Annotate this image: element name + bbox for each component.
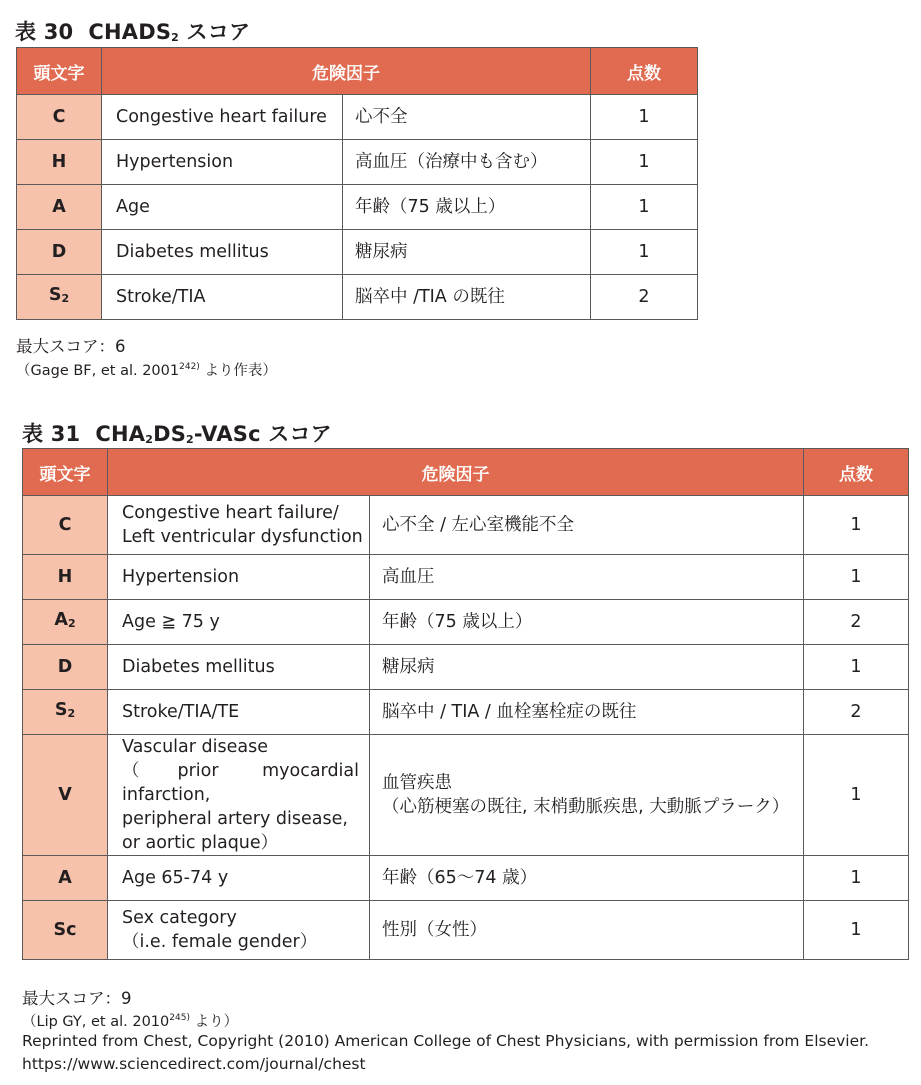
- points-cell: 1: [591, 95, 698, 140]
- header-points: 点数: [804, 449, 909, 496]
- abbr-cell: [23, 645, 108, 690]
- table30-title-number: 表 30: [15, 20, 74, 44]
- factor-en-cell: [108, 901, 370, 960]
- factor-ja-cell: [370, 496, 804, 555]
- factor-en-line: Hypertension: [122, 567, 240, 587]
- table30-body: [17, 95, 698, 320]
- points-cell: 2: [804, 690, 909, 735]
- table30-source-ref: 242): [179, 362, 200, 372]
- table-row: [23, 645, 909, 690]
- factor-en-cell: Diabetes mellitus: [102, 230, 343, 275]
- abbr-letter: D: [57, 657, 73, 677]
- abbr-letter: A: [58, 868, 72, 888]
- table-row: [17, 140, 698, 185]
- factor-en-line: （i.e. female gender）: [122, 932, 318, 952]
- points-cell: 1: [591, 185, 698, 230]
- factor-ja-cell: 糖尿病: [343, 230, 591, 275]
- table-row: [23, 690, 909, 735]
- abbr-cell: [23, 856, 108, 901]
- factor-en-cell: [108, 735, 370, 856]
- table-row: [23, 735, 909, 856]
- factor-ja-line: 脳卒中 / TIA / 血栓塞栓症の既往: [382, 702, 637, 722]
- abbr-letter: H: [51, 152, 67, 172]
- table31-title-sub2: 2: [186, 433, 194, 446]
- abbr-cell: [23, 555, 108, 600]
- table31-title-rest: -VASc スコア: [193, 422, 332, 446]
- abbr-letter: Sc: [53, 920, 77, 940]
- table31-source-text: （Lip GY, et al. 2010: [22, 1014, 170, 1030]
- factor-en-cell: Hypertension: [102, 140, 343, 185]
- factor-en-line: Congestive heart failure/: [122, 503, 339, 523]
- factor-en-line: Age ≧ 75 y: [122, 612, 220, 632]
- table31-title-number: 表 31: [22, 422, 81, 446]
- table31-source-suffix: より）: [194, 1014, 239, 1030]
- abbr-cell: [17, 95, 102, 140]
- factor-en-line: Age 65-74 y: [122, 868, 229, 888]
- factor-en-line: （prior myocardial infarction,: [122, 761, 359, 805]
- table-row: [23, 600, 909, 645]
- points-cell: 1: [591, 230, 698, 275]
- table-row: [23, 496, 909, 555]
- factor-en-line: Vascular disease: [122, 737, 268, 757]
- abbr-cell: [17, 275, 102, 320]
- points-cell: 1: [591, 140, 698, 185]
- table31: [22, 448, 909, 960]
- table30: [16, 47, 698, 320]
- table-row: [17, 230, 698, 275]
- factor-ja-line: 心不全 / 左心室機能不全: [382, 515, 575, 535]
- abbr-subscript: 2: [67, 617, 76, 630]
- abbr-cell: [23, 600, 108, 645]
- abbr-letter: D: [51, 242, 67, 262]
- factor-ja-line: 性別（女性）: [382, 920, 487, 940]
- abbr-letter: A: [54, 610, 68, 630]
- factor-en-cell: [108, 856, 370, 901]
- factor-ja-line: （心筋梗塞の既往, 末梢動脈疾患, 大動脈プラーク）: [382, 797, 790, 817]
- factor-en-line: peripheral artery disease,: [122, 809, 348, 829]
- abbr-cell: [17, 185, 102, 230]
- table31-source-ref: 245): [169, 1013, 190, 1023]
- factor-en-cell: Congestive heart failure: [102, 95, 343, 140]
- abbr-letter: H: [57, 567, 73, 587]
- factor-ja-line: 年齢（65～74 歳）: [382, 868, 538, 888]
- factor-ja-cell: [370, 645, 804, 690]
- table-row: [17, 95, 698, 140]
- points-cell: 1: [804, 555, 909, 600]
- header-abbr: 頭文字: [23, 449, 108, 496]
- abbr-letter: V: [58, 785, 72, 805]
- table30-title-suffix: スコア: [179, 20, 251, 44]
- header-points: 点数: [591, 48, 698, 95]
- abbr-cell: [23, 496, 108, 555]
- table30-source-suffix: より作表）: [204, 363, 277, 379]
- abbr-subscript: 2: [61, 292, 70, 305]
- table30-title-sub: 2: [171, 31, 180, 44]
- abbr-letter: S: [54, 700, 68, 720]
- factor-ja-line: 血管疾患: [382, 773, 452, 793]
- reprint-notice: Reprinted from Chest, Copyright (2010) American College of Chest Physicians, with permission from Elsevier.: [22, 1032, 870, 1050]
- table30-header-row: [17, 48, 698, 95]
- factor-en-line: Sex category: [122, 908, 237, 928]
- factor-ja-line: 年齢（75 歳以上）: [382, 612, 533, 632]
- factor-ja-line: 高血圧: [382, 567, 435, 587]
- factor-ja-cell: 年齢（75 歳以上）: [343, 185, 591, 230]
- factor-ja-cell: 脳卒中 /TIA の既往: [343, 275, 591, 320]
- points-cell: 2: [804, 600, 909, 645]
- table30-title-main: CHADS: [88, 20, 172, 44]
- factor-en-cell: [108, 600, 370, 645]
- factor-ja-cell: [370, 690, 804, 735]
- factor-ja-cell: [370, 901, 804, 960]
- abbr-cell: [17, 230, 102, 275]
- abbr-letter: C: [52, 107, 66, 127]
- abbr-letter: S: [48, 285, 62, 305]
- table31-title: [22, 418, 332, 448]
- table-row: [17, 275, 698, 320]
- factor-en-cell: [108, 496, 370, 555]
- points-cell: 2: [591, 275, 698, 320]
- factor-en-cell: Stroke/TIA: [102, 275, 343, 320]
- factor-ja-cell: [370, 735, 804, 856]
- factor-ja-cell: 高血圧（治療中も含む）: [343, 140, 591, 185]
- header-factor: 危険因子: [102, 48, 591, 95]
- abbr-letter: C: [58, 515, 72, 535]
- factor-en-line: Left ventricular dysfunction: [122, 527, 363, 547]
- factor-en-cell: Age: [102, 185, 343, 230]
- table31-title-cha: CHA: [95, 422, 146, 446]
- abbr-cell: [23, 690, 108, 735]
- factor-ja-line: 糖尿病: [382, 657, 435, 677]
- table31-header-row: [23, 449, 909, 496]
- table-row: [17, 185, 698, 230]
- factor-en-line: Stroke/TIA/TE: [122, 702, 240, 722]
- points-cell: 1: [804, 496, 909, 555]
- points-cell: 1: [804, 645, 909, 690]
- factor-ja-cell: [370, 856, 804, 901]
- table31-title-ds: DS: [153, 422, 187, 446]
- abbr-cell: [23, 901, 108, 960]
- abbr-cell: [23, 735, 108, 856]
- factor-en-cell: [108, 555, 370, 600]
- factor-en-line: or aortic plaque）: [122, 833, 279, 853]
- table31-body: [23, 496, 909, 960]
- table31-max-score: 最大スコア：9: [22, 989, 132, 1008]
- source-url: https://www.sciencedirect.com/journal/chest: [22, 1055, 366, 1073]
- table31-title-sub1: 2: [145, 433, 154, 446]
- header-factor: 危険因子: [108, 449, 804, 496]
- factor-ja-cell: [370, 555, 804, 600]
- abbr-cell: [17, 140, 102, 185]
- table30-max-score: 最大スコア：6: [16, 337, 126, 356]
- points-cell: 1: [804, 901, 909, 960]
- table31-source: [22, 1010, 238, 1031]
- factor-en-cell: [108, 690, 370, 735]
- table-row: [23, 555, 909, 600]
- factor-ja-cell: [370, 600, 804, 645]
- points-cell: 1: [804, 735, 909, 856]
- factor-en-cell: [108, 645, 370, 690]
- table30-source-text: （Gage BF, et al. 2001: [16, 363, 180, 379]
- abbr-letter: A: [52, 197, 66, 217]
- table30-title: [15, 16, 250, 46]
- table-row: [23, 901, 909, 960]
- points-cell: 1: [804, 856, 909, 901]
- factor-ja-cell: 心不全: [343, 95, 591, 140]
- header-abbr: 頭文字: [17, 48, 102, 95]
- factor-en-line: Diabetes mellitus: [122, 657, 275, 677]
- table-row: [23, 856, 909, 901]
- abbr-subscript: 2: [67, 707, 76, 720]
- table30-source: [16, 359, 277, 380]
